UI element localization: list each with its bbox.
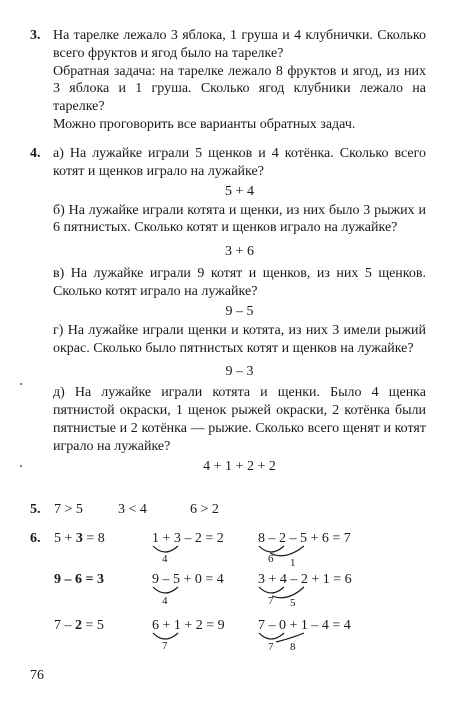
task-4g-text: г) На лужайке играли щенки и котята, из них 3 имели рыжий окрас. Сколько было пятнистых котят и щенков на лужайке? <box>53 322 426 356</box>
task-4v-text: в) На лужайке играли 9 котят и щенков, из них 5 щенков. Сколько котят играло на лужайке? <box>53 266 426 299</box>
task-3-problem: На тарелке лежало 3 яблока, 1 груша и 4 клубнички. Сколько всего фруктов и ягод было на тарелке? <box>53 28 426 61</box>
task-4d-formula: 4 + 1 + 2 + 2 <box>203 458 276 474</box>
equation: 7 – 2 = 5 <box>54 618 104 633</box>
page-number: 76 <box>30 668 44 683</box>
task-4 <box>30 145 426 477</box>
task-4a-formula: 5 + 4 <box>225 183 254 199</box>
task-3-inverse-problem: Обратная задача: на тарелке лежало 8 фруктов и ягод, из них 3 яблока и 1 груша. Сколько ягод клубники лежало на тарелке? <box>53 63 426 115</box>
task-number: 3. <box>30 28 41 43</box>
task-4a-text: а) На лужайке играли 5 щенков и 4 котёнка. Сколько всего котят и щенков играло на лужайке? <box>53 146 426 179</box>
task-4g-formula: 9 – 3 <box>225 364 254 380</box>
partial-result: 4 <box>162 595 168 607</box>
task-4b-text: б) На лужайке играли котята и щенки, из них было 3 рыжих и 6 пятнистых. Сколько котят и щенков играло на лужайке? <box>53 202 426 236</box>
task-number: 5. <box>30 502 41 517</box>
partial-result: 7 <box>268 641 274 653</box>
task-3 <box>30 27 426 134</box>
partial-result: 6 <box>268 553 274 565</box>
equation-with-grouping: 1 + 3 – 2 = 2 <box>152 531 224 546</box>
scan-speck <box>20 465 22 467</box>
equation: 9 – 6 = 3 <box>54 572 104 587</box>
equation-with-grouping: 3 + 4 – 2 + 1 = 6 <box>258 572 352 587</box>
partial-result: 7 <box>162 640 168 652</box>
task-4v-formula: 9 – 5 <box>225 303 254 319</box>
task-4d-text: д) На лужайке играли котята и щенки. Было 4 щенка пятнистой окраски, 1 щенок рыжей окраски, 2 котёнка были пятнистые и 2 котёнка — рыжие. Сколько всего щенят и котят играло на лужайке? <box>53 385 426 454</box>
equation-with-grouping: 9 – 5 + 0 = 4 <box>152 572 224 587</box>
task-number: 6. <box>30 531 41 546</box>
equation-with-grouping: 6 + 1 + 2 = 9 <box>152 618 225 633</box>
task-3-note: Можно проговорить все варианты обратных задач. <box>53 116 356 132</box>
partial-result: 1 <box>290 557 296 569</box>
task-5 <box>30 501 219 519</box>
partial-result: 5 <box>290 597 296 609</box>
comparison: 3 < 4 <box>118 502 147 517</box>
scan-speck <box>20 383 22 385</box>
equation-with-grouping: 7 – 0 + 1 – 4 = 4 <box>258 618 351 633</box>
task-number: 4. <box>30 146 41 161</box>
equation: 5 + 3 = 8 <box>54 531 105 546</box>
task-4b-formula: 3 + 6 <box>225 244 254 260</box>
equation-with-grouping: 8 – 2 – 5 + 6 = 7 <box>258 531 351 546</box>
partial-result: 7 <box>268 595 274 607</box>
partial-result: 4 <box>162 553 168 565</box>
comparison: 6 > 2 <box>190 502 219 517</box>
comparison: 7 > 5 <box>54 502 83 517</box>
partial-result: 8 <box>290 641 296 653</box>
